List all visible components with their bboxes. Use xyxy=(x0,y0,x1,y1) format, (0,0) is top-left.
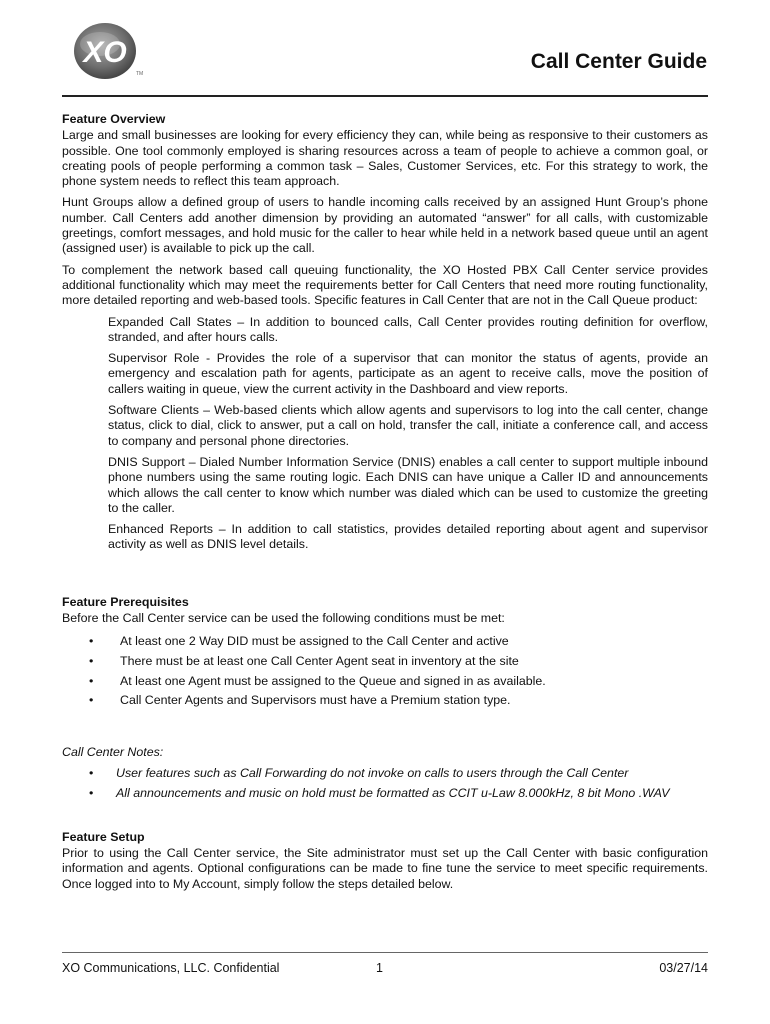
document-title: Call Center Guide xyxy=(530,50,707,73)
header-rule xyxy=(62,95,708,97)
call-center-notes-section xyxy=(62,745,708,801)
feature-supervisor-role: Supervisor Role - Provides the role of a supervisor that can monitor the status of agents, provide an emergency and escalation path for agents, participate as an agent to receive calls, move the position of callers waiting in queue, view the current activity in the Dashboard and view reports. xyxy=(108,351,708,396)
list-item-text: At least one 2 Way DID must be assigned to the Call Center and active xyxy=(120,634,509,649)
bullet-icon: • xyxy=(89,654,94,668)
bullet-icon: • xyxy=(89,673,94,688)
xo-logo-graphic xyxy=(72,20,142,82)
page-footer xyxy=(62,961,708,979)
list-item-text: There must be at least one Call Center Agent seat in inventory at the site xyxy=(120,654,519,668)
feature-overview-section xyxy=(62,112,708,553)
svg-text:TM: TM xyxy=(136,71,144,77)
feature-expanded-call-states: Expanded Call States – In addition to bounced calls, Call Center provides routing definition for overflow, stranded, and after hours calls. xyxy=(108,314,708,344)
feature-setup-heading: Feature Setup xyxy=(62,829,145,844)
list-item-text: At least one Agent must be assigned to the Queue and signed in as available. xyxy=(120,673,546,688)
bullet-icon: • xyxy=(89,766,94,781)
bullet-icon: • xyxy=(89,786,94,801)
list-item-text: All announcements and music on hold must be formatted as CCIT u-Law 8.000kHz, 8 bit Mono .WAV xyxy=(116,786,670,801)
notes-list xyxy=(62,766,708,801)
feature-prerequisites-section xyxy=(62,595,708,709)
xo-logo xyxy=(72,20,142,82)
footer-rule xyxy=(62,952,708,953)
feature-list xyxy=(62,315,708,553)
setup-paragraph: Prior to using the Call Center service, the Site administrator must set up the Call Center with basic configuration information and agents. Optional configurations can be made to fine tune the service to meet specific requirements. Once logged into to My Account, simply follow the steps detailed below. xyxy=(62,846,708,891)
feature-dnis-support: DNIS Support – Dialed Number Information Service (DNIS) enables a call center to support multiple inbound phone numbers using the same routing logic. Each DNIS can have unique a Caller ID and announcements which allows the call center to know which number was dialed which can be used to customize the greeting to the caller. xyxy=(108,454,708,515)
footer-confidential: XO Communications, LLC. Confidential xyxy=(62,961,280,975)
bullet-icon: • xyxy=(89,693,94,708)
list-item xyxy=(62,674,708,689)
page-number: 1 xyxy=(376,961,383,975)
overview-paragraph: Hunt Groups allow a defined group of users to handle incoming calls received by an assigned Hunt Group’s phone number. Call Centers add another dimension by providing an automated “answer” for all calls, with customizable greetings, comfort messages, and hold music for the caller to hear while held in a network based queue until an agent (assigned user) is available to pick up the call. xyxy=(62,195,708,256)
list-item-text: Call Center Agents and Supervisors must have a Premium station type. xyxy=(120,693,511,708)
list-item xyxy=(62,766,708,781)
overview-paragraph: To complement the network based call queuing functionality, the XO Hosted PBX Call Center service provides additional functionality which may meet the requirements better for Call Centers that need more routing functionality, more detailed reporting and web-based tools. Specific features in Call Center that are not in the Call Queue product: xyxy=(62,262,708,308)
list-item xyxy=(62,634,708,649)
feature-prerequisites-heading: Feature Prerequisites xyxy=(62,594,189,609)
document-body xyxy=(62,112,708,898)
logo-text: XO xyxy=(83,36,127,69)
feature-overview-heading: Feature Overview xyxy=(62,112,166,126)
feature-setup-section xyxy=(62,830,708,892)
bullet-icon: • xyxy=(89,634,94,649)
feature-enhanced-reports: Enhanced Reports – In addition to call statistics, provides detailed reporting about agent and supervisor activity as well as DNIS level details. xyxy=(108,522,708,552)
list-item xyxy=(62,654,708,669)
list-item-text: User features such as Call Forwarding do not invoke on calls to users through the Call Center xyxy=(116,766,629,781)
overview-paragraph: Large and small businesses are looking for every efficiency they can, while being as responsive to their customers as possible. One tool commonly employed is sharing resources across a team of people to achieve a common goal, or creating pools of people performing a common task – Sales, Customer Services, etc. For this strategy to work, the phone system needs to reflect this team approach. xyxy=(62,128,708,189)
feature-software-clients: Software Clients – Web-based clients which allow agents and supervisors to log into the call center, change status, click to dial, click to answer, put a call on hold, transfer the call, initiate a conference call, and access to company and personal phone directories. xyxy=(108,403,708,448)
prerequisites-list xyxy=(62,634,708,708)
list-item xyxy=(62,693,708,708)
prerequisites-intro: Before the Call Center service can be used the following conditions must be met: xyxy=(62,611,505,626)
footer-date: 03/27/14 xyxy=(659,961,708,975)
list-item xyxy=(62,786,708,801)
notes-heading: Call Center Notes: xyxy=(62,745,164,760)
